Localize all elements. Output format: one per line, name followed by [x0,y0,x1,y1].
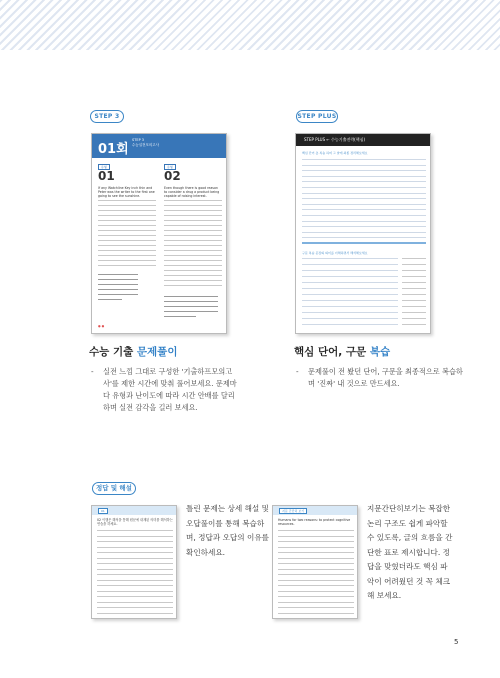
placeholder-line [164,311,218,312]
placeholder-line [98,245,156,246]
step3-thumbnail-q1-text: If any Watchline Key inch thin and Peter was the writer to the first one going to see the sunshine. [98,186,155,198]
placeholder-line [302,288,398,289]
placeholder-line [302,300,398,301]
placeholder-line [278,569,354,570]
placeholder-line [164,245,222,246]
passage-summary-tag: 지문 간단히 보기 [279,508,307,514]
placeholder-line [98,235,156,236]
placeholder-line [302,193,426,194]
placeholder-line [164,215,222,216]
placeholder-line [278,580,354,581]
step3-thumbnail-header [92,134,226,158]
answers-description-2: 지문간단히보기는 복잡한 논리 구조도 쉽게 파악할 수 있도록, 글의 흐름을 간단한 표로 제시합니다. 정답을 맞혔더라도 핵심 파악이 어려웠던 것 꼭 체크해 보세요. [367,504,453,600]
placeholder-line [164,280,222,281]
placeholder-line [98,289,138,290]
placeholder-line [164,296,218,297]
answer-explanation-thumbnail [91,505,177,619]
placeholder-line [278,558,354,559]
placeholder-line [402,318,426,319]
step3-title: 수능 기출 문제풀이 [89,346,178,358]
placeholder-line [278,530,354,531]
placeholder-line [302,318,398,319]
placeholder-line [302,209,426,210]
placeholder-line [98,215,156,216]
placeholder-line [302,176,426,177]
placeholder-line [278,607,354,608]
placeholder-line [302,232,426,233]
placeholder-line [98,205,156,206]
step3-thumbnail-footer: ● ● [98,324,105,328]
placeholder-line [97,558,173,559]
placeholder-line [302,215,426,216]
placeholder-line [164,205,222,206]
placeholder-line [164,270,222,271]
placeholder-line [278,541,354,542]
placeholder-line [302,312,398,313]
placeholder-line [164,265,222,266]
placeholder-line [97,552,173,553]
step3-thumbnail-round: 01회 [98,142,129,157]
placeholder-line [98,274,138,275]
placeholder-line [164,220,222,221]
placeholder-line [97,596,173,597]
placeholder-line [402,264,426,265]
placeholder-line [278,596,354,597]
placeholder-line [402,288,426,289]
placeholder-line [98,240,156,241]
placeholder-line [278,574,354,575]
placeholder-line [98,265,156,266]
placeholder-line [98,299,122,300]
placeholder-line [98,279,138,280]
placeholder-line [278,563,354,564]
step-plus-title: 핵심 단어, 구문 복습 [294,346,391,358]
step-plus-thumbnail-section-1: 핵심 단어 총 복습 하며 그 날에 최종 정리해보세요 [302,151,368,155]
placeholder-line [302,198,426,199]
step-plus-badge: STEP PLUS [296,110,338,123]
step3-badge: STEP 3 [90,110,124,123]
step3-description: - 실전 느낌 그대로 구성한 '기출하프모의고사'를 제한 시간에 맞춰 풀어보세요. 문제마다 유형과 난이도에 따라 시간 안배를 달리하며 실전 감각을 길러 보세요. [91,367,237,412]
placeholder-line [164,230,222,231]
placeholder-line [402,282,426,283]
placeholder-line [164,306,218,307]
placeholder-line [97,602,173,603]
placeholder-line [302,306,398,307]
placeholder-line [302,181,426,182]
placeholder-line [98,260,156,261]
step-plus-description: - 문제풀이 전 봤던 단어, 구문을 최종적으로 복습하며 '진짜' 내 것으로 만드세요. [296,367,463,388]
placeholder-line [164,255,222,256]
answer-thumbnail-tag: 01 [98,508,108,514]
placeholder-line [302,242,426,244]
placeholder-line [278,547,354,548]
page-number: 5 [454,638,459,646]
placeholder-line [164,285,222,286]
placeholder-line [302,237,426,238]
placeholder-line [97,547,173,548]
placeholder-line [302,187,426,188]
step3-thumbnail-q2-text: Even though there is good reason to consider a drug a product being capable of raising interest. [164,186,220,198]
placeholder-line [97,530,173,531]
placeholder-line [97,563,173,564]
placeholder-line [98,294,138,295]
placeholder-line [97,613,173,614]
placeholder-line [164,316,196,317]
placeholder-line [98,200,156,201]
placeholder-line [98,230,156,231]
placeholder-line [302,324,398,325]
placeholder-line [164,301,218,302]
placeholder-line [98,255,156,256]
placeholder-line [302,165,426,166]
placeholder-line [302,258,398,259]
placeholder-line [302,282,398,283]
placeholder-line [164,250,222,251]
step3-thumbnail-tag-1: 유형 [98,164,110,170]
placeholder-line [97,580,173,581]
placeholder-line [97,585,173,586]
placeholder-line [164,260,222,261]
placeholder-line [97,541,173,542]
answers-badge: 정답 및 해설 [92,482,136,495]
placeholder-line [278,585,354,586]
placeholder-line [164,275,222,276]
placeholder-line [402,270,426,271]
placeholder-line [164,240,222,241]
placeholder-line [402,294,426,295]
step-plus-thumbnail-header: STEP PLUS ← 수능기출전략(핵심) [296,134,430,146]
placeholder-line [402,312,426,313]
step-plus-thumbnail-section-2: 구문 복습 문장의 의미를 이해하면서 해석해보세요 [302,251,368,255]
placeholder-line [402,300,426,301]
placeholder-line [278,602,354,603]
decorative-stripe-band [0,0,500,50]
answers-description-1: 틀린 문제는 상세 해설 및 오답풀이를 통해 복습하며, 정답과 오답의 이유를 확인하세요. [186,504,270,557]
step3-thumbnail-q1: 01 [98,169,115,183]
passage-summary-text: Humans for two reasons: to protect cognitive resources. [278,518,351,526]
placeholder-line [97,574,173,575]
placeholder-line [164,210,222,211]
placeholder-line [97,569,173,570]
step3-thumbnail-q2: 02 [164,169,181,183]
placeholder-line [164,225,222,226]
placeholder-line [402,276,426,277]
passage-summary-thumbnail [272,505,358,619]
answer-thumbnail-text: 02 이행은 해석을 통해 원문에 내재된 의미를 해석하는 연습을 하세요. [97,518,173,526]
placeholder-line [302,270,398,271]
placeholder-line [98,210,156,211]
placeholder-line [98,250,156,251]
placeholder-line [302,264,398,265]
step3-thumbnail-subtitle: STEP 3 수능실전모의고사 [132,138,160,147]
placeholder-line [98,220,156,221]
placeholder-line [402,306,426,307]
placeholder-line [302,170,426,171]
placeholder-line [278,591,354,592]
placeholder-line [164,235,222,236]
placeholder-line [97,607,173,608]
placeholder-line [278,613,354,614]
placeholder-line [402,324,426,325]
placeholder-line [164,200,222,201]
placeholder-line [97,536,173,537]
placeholder-line [302,294,398,295]
step3-thumbnail-tag-2: 유형 [164,164,176,170]
placeholder-line [98,225,156,226]
step3-page-thumbnail [91,133,227,334]
placeholder-line [98,284,138,285]
placeholder-line [302,204,426,205]
placeholder-line [302,221,426,222]
placeholder-line [97,591,173,592]
placeholder-line [278,536,354,537]
placeholder-line [302,226,426,227]
placeholder-line [302,276,398,277]
step-plus-page-thumbnail [295,133,431,334]
placeholder-line [302,159,426,160]
placeholder-line [278,552,354,553]
placeholder-line [402,258,426,259]
